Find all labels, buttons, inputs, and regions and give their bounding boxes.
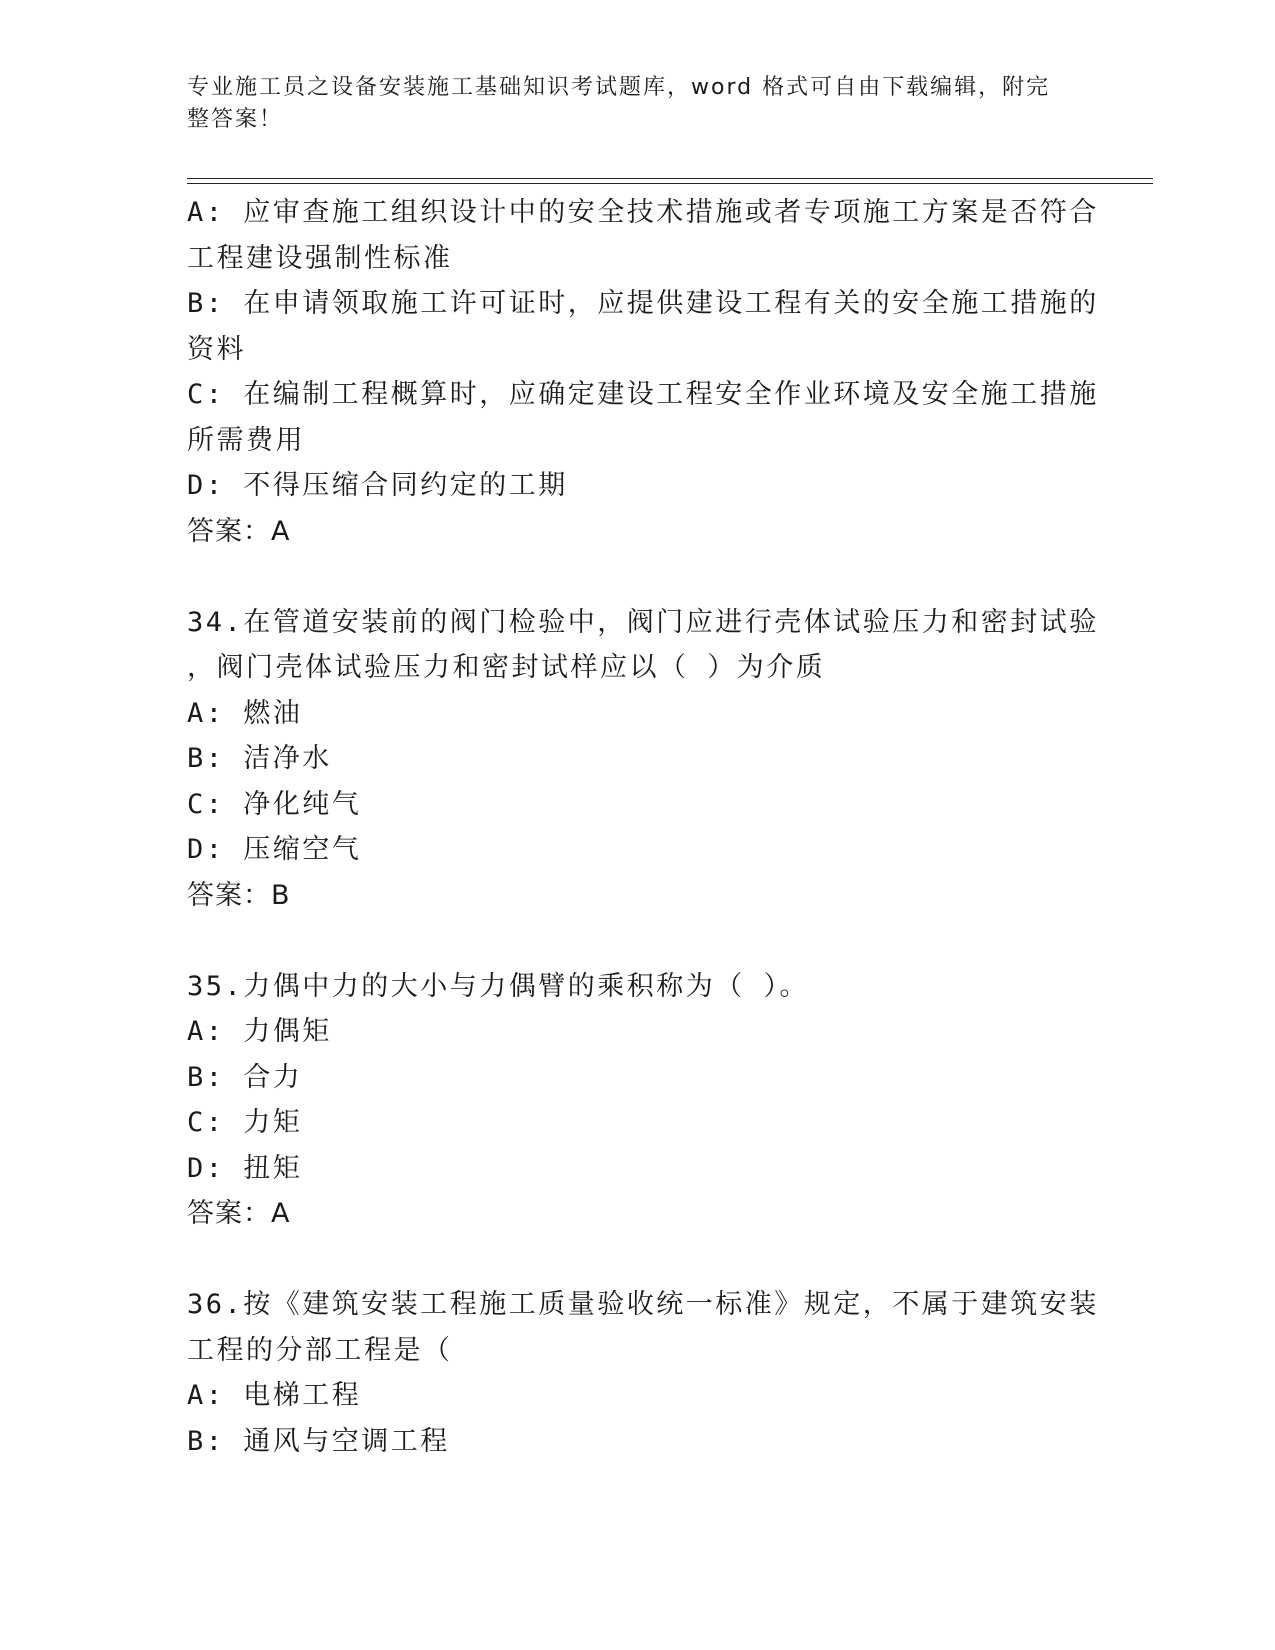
question-36	[187, 1282, 1099, 1464]
option-c: C: 净化纯气	[187, 788, 362, 820]
option-b-line-1: B: 在申请领取施工许可证时，应提供建设工程有关的安全施工措施的	[187, 288, 1099, 319]
question-list	[187, 190, 1099, 1464]
question-stem-line-1: 36.按《建筑安装工程施工质量验收统一标准》规定，不属于建筑安装	[187, 1289, 1099, 1320]
header-divider-top	[187, 178, 1153, 179]
question-35	[187, 964, 1077, 1237]
option-c: C: 力矩	[187, 1107, 303, 1138]
option-a: A: 电梯工程	[187, 1380, 362, 1411]
option-a: A: 力偶矩	[187, 1016, 332, 1047]
option-a-line-1: A: 应审查施工组织设计中的安全技术措施或者专项施工方案是否符合	[187, 197, 1099, 228]
question-33	[187, 190, 1099, 554]
question-stem-line-2: ，阀门壳体试验压力和密封试样应以（ ）为介质	[187, 652, 826, 683]
option-d: D: 压缩空气	[187, 834, 362, 865]
document-header	[187, 72, 1067, 136]
question-34	[187, 600, 1099, 919]
answer: 答案：A	[187, 515, 291, 547]
header-divider-bottom	[187, 183, 1153, 184]
option-b: B: 合力	[187, 1061, 303, 1093]
header-line-1: 专业施工员之设备安装施工基础知识考试题库，word 格式可自由下载编辑，附完	[187, 75, 1051, 100]
header-line-2: 整答案！	[187, 107, 284, 132]
option-c-line-2: 所需费用	[187, 424, 305, 456]
question-stem: 35.力偶中力的大小与力偶臂的乘积称为（ ）。	[187, 970, 810, 1002]
option-b-line-2: 资料	[187, 333, 246, 365]
option-d: D: 扭矩	[187, 1152, 303, 1184]
spacer	[187, 918, 1077, 964]
option-a: A: 燃油	[187, 697, 303, 729]
answer: 答案：A	[187, 1198, 291, 1229]
spacer	[187, 1237, 1077, 1283]
question-stem-line-1: 34.在管道安装前的阀门检验中，阀门应进行壳体试验压力和密封试验	[187, 606, 1099, 638]
option-c-line-1: C: 在编制工程概算时，应确定建设工程安全作业环境及安全施工措施	[187, 379, 1099, 410]
option-b: B: 洁净水	[187, 743, 332, 774]
answer: 答案：B	[187, 879, 291, 911]
option-a-line-2: 工程建设强制性标准	[187, 242, 453, 274]
option-d: D: 不得压缩合同约定的工期	[187, 470, 568, 501]
option-b: B: 通风与空调工程	[187, 1425, 450, 1457]
question-stem-line-2: 工程的分部工程是（	[187, 1334, 453, 1366]
spacer	[187, 554, 1077, 600]
